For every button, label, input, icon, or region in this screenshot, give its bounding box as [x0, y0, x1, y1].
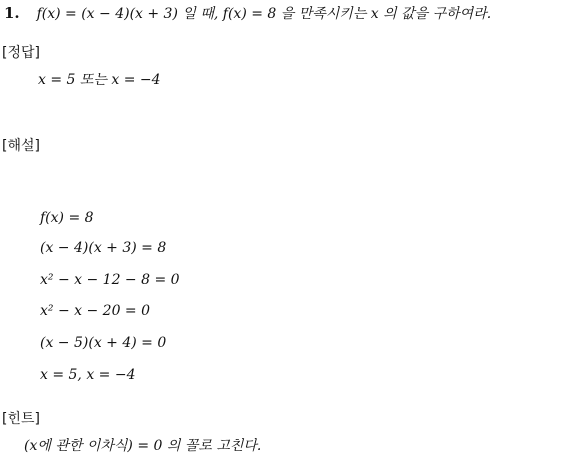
answer-text: x = 5 또는 x = −4	[38, 72, 161, 88]
solution-step: (x − 4)(x + 3) = 8	[40, 240, 167, 256]
solution-label: [해설]	[2, 138, 40, 154]
problem-number: 1.	[4, 4, 20, 22]
problem-line	[4, 4, 491, 23]
solution-step: (x − 5)(x + 4) = 0	[40, 335, 167, 351]
solution-step: f(x) = 8	[40, 210, 94, 226]
problem-text: f(x) = (x − 4)(x + 3) 일 때, f(x) = 8 을 만족시키는 x 의 값을 구하여라.	[36, 6, 492, 22]
solution-step: x² − x − 20 = 0	[40, 303, 151, 319]
solution-step: x = 5, x = −4	[40, 367, 136, 383]
answer-label: [정답]	[2, 45, 40, 61]
solution-step: x² − x − 12 − 8 = 0	[40, 272, 180, 288]
hint-text: (x에 관한 이차식) = 0 의 꼴로 고친다.	[24, 438, 262, 454]
hint-label: [힌트]	[2, 411, 40, 427]
